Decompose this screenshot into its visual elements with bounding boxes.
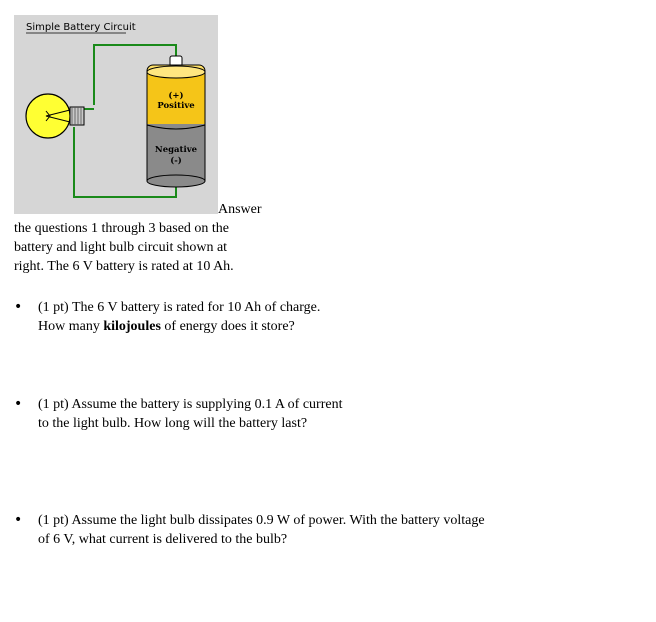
positive-symbol: (+) bbox=[168, 91, 184, 101]
negative-label: Negative bbox=[154, 145, 198, 155]
intro-line: right. The 6 V battery is rated at 10 Ah. bbox=[14, 259, 234, 274]
negative-symbol: (-) bbox=[170, 156, 182, 166]
battery-icon bbox=[147, 56, 205, 187]
intro-line: battery and light bulb circuit shown at bbox=[14, 240, 228, 255]
intro-paragraph bbox=[14, 219, 272, 276]
question-3-line-2: of 6 V, what current is delivered to the bulb? bbox=[38, 532, 288, 547]
intro-first-word: Answer bbox=[218, 202, 262, 217]
question-1-line-2: How many kilojoules of energy does it store? bbox=[38, 319, 295, 334]
question-2-line-2: to the light bulb. How long will the battery last? bbox=[38, 416, 308, 431]
positive-label: Positive bbox=[157, 101, 195, 111]
question-2-line-1: (1 pt) Assume the battery is supplying 0.1 A of current bbox=[38, 397, 343, 412]
figure-title: Simple Battery Circuit bbox=[26, 22, 136, 33]
circuit-diagram bbox=[14, 15, 218, 214]
question-1-line-1: (1 pt) The 6 V battery is rated for 10 Ah of charge. bbox=[38, 300, 321, 315]
battery-circuit-figure bbox=[14, 15, 218, 214]
question-3-line-1: (1 pt) Assume the light bulb dissipates 0.9 W of power. With the battery voltage bbox=[38, 513, 485, 528]
emphasis-kilojoules: kilojoules bbox=[103, 319, 161, 334]
intro-line: the questions 1 through 3 based on the bbox=[14, 221, 230, 236]
